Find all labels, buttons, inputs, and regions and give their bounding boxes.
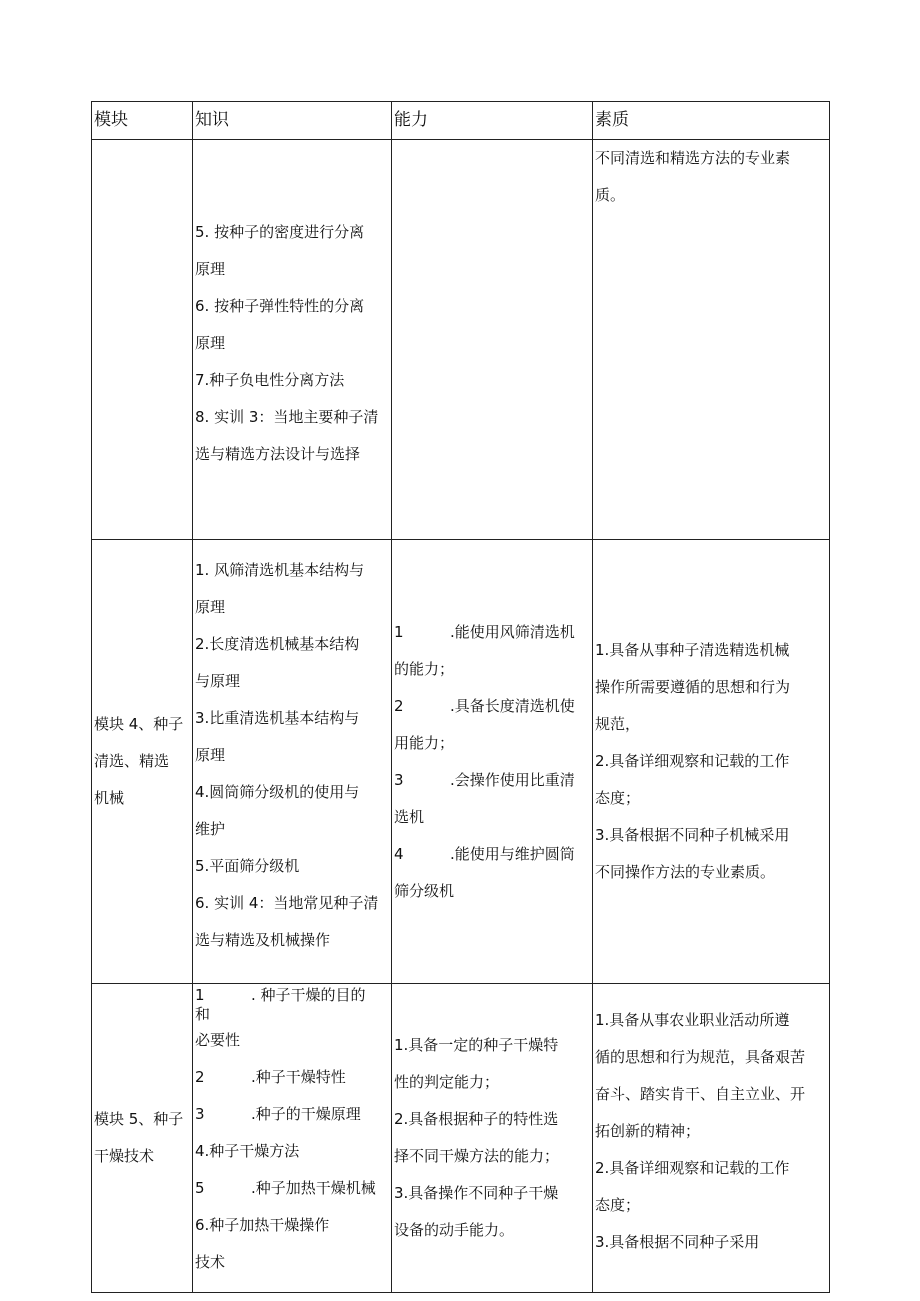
knowledge-line: 原理 bbox=[195, 334, 226, 352]
knowledge-number: 2 bbox=[195, 1068, 205, 1086]
module-cell bbox=[92, 984, 193, 1293]
knowledge-line bbox=[195, 1133, 389, 1170]
knowledge-line: 5. 按种子的密度进行分离 bbox=[195, 223, 365, 241]
ability-number: 4 bbox=[394, 844, 404, 863]
knowledge-line: 选与精选及机械操作 bbox=[195, 931, 331, 949]
knowledge-line: 6. 实训 4：当地常见种子清 bbox=[195, 894, 379, 912]
knowledge-line: 2.长度清选机械基本结构 bbox=[195, 635, 360, 653]
ability-line bbox=[394, 725, 590, 762]
quality-line: 1.具备从事农业职业活动所遵 bbox=[595, 1011, 790, 1029]
quality-line: 质。 bbox=[595, 186, 626, 204]
knowledge-text: .种子的干燥原理 bbox=[251, 1105, 361, 1123]
knowledge-line: 6. 按种子弹性特性的分离 bbox=[195, 297, 365, 315]
module-line: 干燥技术 bbox=[94, 1147, 155, 1165]
knowledge-line bbox=[195, 1244, 389, 1274]
ability-text: .能使用风筛清选机 bbox=[450, 622, 575, 641]
module-line: 模块 4、种子 bbox=[94, 715, 184, 733]
knowledge-line: 原理 bbox=[195, 260, 226, 278]
quality-line: 不同操作方法的专业素质。 bbox=[595, 863, 776, 881]
knowledge-line bbox=[195, 1207, 389, 1244]
knowledge-line: 8. 实训 3：当地主要种子清 bbox=[195, 408, 379, 426]
quality-line: 操作所需要遵循的思想和行为 bbox=[595, 678, 791, 696]
ability-line bbox=[394, 762, 590, 799]
knowledge-cell bbox=[193, 540, 392, 984]
knowledge-number: 1 bbox=[195, 986, 205, 1004]
knowledge-line bbox=[195, 1059, 389, 1096]
quality-line: 3.具备根据不同种子采用 bbox=[595, 1233, 760, 1251]
knowledge-text: 和 bbox=[195, 1006, 211, 1022]
knowledge-line bbox=[195, 1022, 389, 1059]
ability-line: 2.具备根据种子的特性选 bbox=[394, 1110, 559, 1128]
quality-line: 态度； bbox=[595, 1196, 641, 1214]
ability-text: 的能力； bbox=[394, 659, 455, 678]
knowledge-line: 1. 风筛清选机基本结构与 bbox=[195, 561, 365, 579]
knowledge-number: 5 bbox=[195, 1179, 205, 1197]
knowledge-text: 6.种子加热干燥操作 bbox=[195, 1216, 330, 1234]
knowledge-line: 3.比重清选机基本结构与 bbox=[195, 709, 360, 727]
ability-cell bbox=[392, 984, 593, 1293]
knowledge-line bbox=[195, 984, 389, 1006]
knowledge-number: 3 bbox=[195, 1105, 205, 1123]
ability-line: 性的判定能力； bbox=[394, 1073, 500, 1091]
ability-line: 设备的动手能力。 bbox=[394, 1221, 515, 1239]
knowledge-line: 选与精选方法设计与选择 bbox=[195, 445, 361, 463]
knowledge-line: 4.圆筒筛分级机的使用与 bbox=[195, 783, 360, 801]
knowledge-cell bbox=[193, 984, 392, 1293]
module-cell bbox=[92, 540, 193, 984]
knowledge-text: .种子干燥特性 bbox=[251, 1068, 346, 1086]
ability-line bbox=[394, 799, 590, 836]
ability-cell bbox=[392, 140, 593, 540]
ability-text: .会操作使用比重清 bbox=[450, 770, 575, 789]
knowledge-line: 维护 bbox=[195, 820, 226, 838]
ability-line bbox=[394, 688, 590, 725]
ability-line: 3.具备操作不同种子干燥 bbox=[394, 1184, 559, 1202]
ability-text: 筛分级机 bbox=[394, 881, 455, 900]
header-quality: 素质 bbox=[593, 102, 830, 140]
ability-line bbox=[394, 873, 590, 910]
knowledge-line bbox=[195, 1096, 389, 1133]
knowledge-cell bbox=[193, 140, 392, 540]
header-ability: 能力 bbox=[392, 102, 593, 140]
knowledge-text: 4.种子干燥方法 bbox=[195, 1142, 300, 1160]
knowledge-text: .种子加热干燥机械 bbox=[251, 1179, 376, 1197]
quality-line: 态度； bbox=[595, 789, 641, 807]
ability-line bbox=[394, 836, 590, 873]
ability-text: .能使用与维护圆筒 bbox=[450, 844, 575, 863]
table-row bbox=[92, 140, 830, 540]
module-line: 清选、精选 bbox=[94, 752, 170, 770]
ability-number: 2 bbox=[394, 696, 404, 715]
knowledge-text: 必要性 bbox=[195, 1031, 241, 1049]
ability-line: 择不同干燥方法的能力； bbox=[394, 1147, 560, 1165]
ability-line bbox=[394, 614, 590, 651]
ability-text: 选机 bbox=[394, 807, 425, 826]
quality-cell bbox=[593, 984, 830, 1293]
ability-line: 1.具备一定的种子干燥特 bbox=[394, 1036, 559, 1054]
table-row bbox=[92, 984, 830, 1293]
header-row bbox=[92, 102, 830, 140]
knowledge-line: 7.种子负电性分离方法 bbox=[195, 371, 345, 389]
knowledge-line: 原理 bbox=[195, 746, 226, 764]
knowledge-line: 与原理 bbox=[195, 672, 241, 690]
header-knowledge: 知识 bbox=[193, 102, 392, 140]
quality-cell bbox=[593, 140, 830, 540]
module-cell bbox=[92, 140, 193, 540]
knowledge-line: 原理 bbox=[195, 598, 226, 616]
knowledge-clip bbox=[195, 984, 389, 1274]
quality-line: 循的思想和行为规范，具备艰苦 bbox=[595, 1048, 806, 1066]
quality-line: 2.具备详细观察和记载的工作 bbox=[595, 1159, 790, 1177]
knowledge-line bbox=[195, 1006, 389, 1022]
module-line: 模块 5、种子 bbox=[94, 1110, 184, 1128]
table-row bbox=[92, 540, 830, 984]
ability-cell bbox=[392, 540, 593, 984]
ability-number: 3 bbox=[394, 770, 404, 789]
quality-line: 奋斗、踏实肯干、自主立业、开 bbox=[595, 1085, 806, 1103]
quality-line: 规范， bbox=[595, 715, 641, 733]
ability-number: 1 bbox=[394, 622, 404, 641]
quality-line: 2.具备详细观察和记载的工作 bbox=[595, 752, 790, 770]
knowledge-text: 技术 bbox=[195, 1253, 226, 1271]
quality-line: 3.具备根据不同种子机械采用 bbox=[595, 826, 790, 844]
quality-line: 1.具备从事种子清选精选机械 bbox=[595, 641, 790, 659]
ability-line bbox=[394, 651, 590, 688]
knowledge-text: . 种子干燥的目的 bbox=[251, 986, 366, 1004]
knowledge-line bbox=[195, 1170, 389, 1207]
header-module: 模块 bbox=[92, 102, 193, 140]
module-line: 机械 bbox=[94, 789, 125, 807]
quality-cell bbox=[593, 540, 830, 984]
knowledge-line: 5.平面筛分级机 bbox=[195, 857, 300, 875]
curriculum-table bbox=[91, 101, 830, 1293]
quality-line: 拓创新的精神； bbox=[595, 1122, 701, 1140]
ability-text: .具备长度清选机使 bbox=[450, 696, 575, 715]
quality-line: 不同清选和精选方法的专业素 bbox=[595, 149, 791, 167]
ability-text: 用能力； bbox=[394, 733, 455, 752]
